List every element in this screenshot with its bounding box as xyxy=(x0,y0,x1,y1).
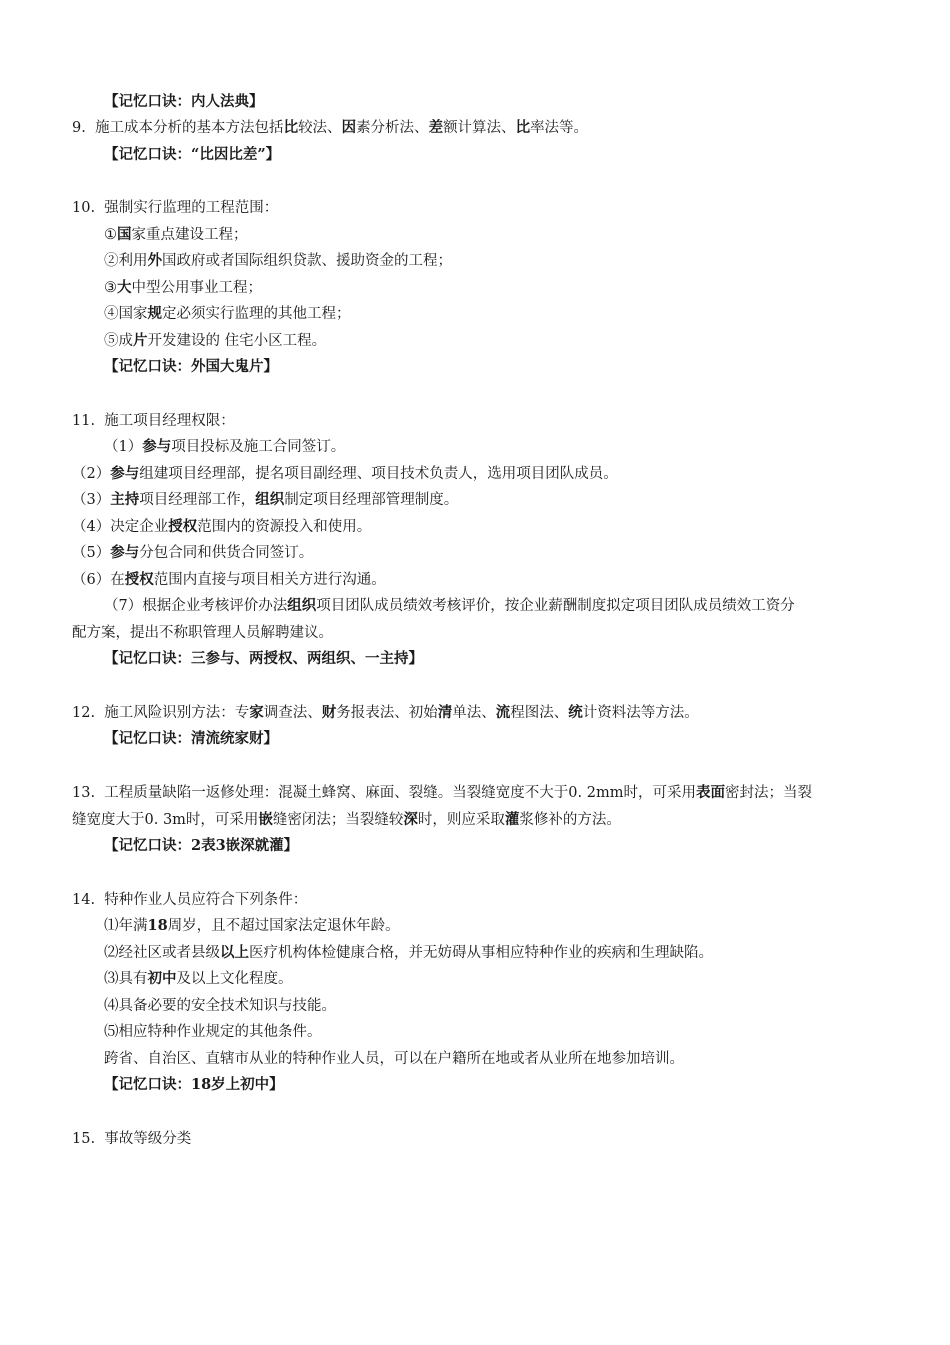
item-10-title: 10. 强制实行监理的工程范围： xyxy=(72,200,279,216)
list-item: ②利用外国政府或者国际组织贷款、援助资金的工程； xyxy=(104,252,452,269)
memo-line: 【记忆口诀：18岁上初中】 xyxy=(104,1076,284,1093)
memo-line: 【记忆口诀：三参与、两授权、两组织、一主持】 xyxy=(104,650,423,667)
list-item: ⑸相应特种作业规定的其他条件。 xyxy=(104,1024,322,1040)
memo-line: 【记忆口诀：清流统家财】 xyxy=(104,730,278,747)
list-item: （1）参与项目投标及施工合同签订。 xyxy=(104,438,346,455)
list-item: ④国家规定必须实行监理的其他工程； xyxy=(104,305,351,322)
memo-line: 【记忆口诀：2表3嵌深就灌】 xyxy=(104,837,299,854)
item-13: 13. 工程质量缺陷一返修处理：混凝土蜂窝、麻面、裂缝。当裂缝宽度不大于0. 2mm时，可采用表面密封法；当裂 xyxy=(72,784,812,801)
list-item: （2）参与组建项目经理部，提名项目副经理、项目技术负责人，选用项目团队成员。 xyxy=(72,465,618,482)
list-item-continuation: 配方案，提出不称职管理人员解聘建议。 xyxy=(72,625,333,641)
list-item: （7）根据企业考核评价办法组织项目团队成员绩效考核评价，按企业薪酬制度拟定项目团队成员绩效工资分 xyxy=(104,597,795,614)
item-14-title: 14. 特种作业人员应符合下列条件： xyxy=(72,892,308,908)
item-11-title: 11. 施工项目经理权限： xyxy=(72,413,235,429)
memo-line: 【记忆口诀：“比因比差”】 xyxy=(104,146,281,163)
list-item: ⑤成片开发建设的 住宅小区工程。 xyxy=(104,332,327,349)
list-item: ⑵经社区或者县级以上医疗机构体检健康合格，并无妨碍从事相应特种作业的疾病和生理缺陷。 xyxy=(104,944,713,961)
item-number: 15. xyxy=(72,1131,96,1147)
list-item: ③大中型公用事业工程； xyxy=(104,279,262,296)
list-item: ⑴年满18周岁，且不超过国家法定退休年龄。 xyxy=(104,917,400,934)
list-item: （5）参与分包合同和供货合同签订。 xyxy=(72,544,314,561)
item-number: 11. xyxy=(72,413,96,429)
item-12: 12. 施工风险识别方法：专家调查法、财务报表法、初始清单法、流程图法、统计资料法等方法。 xyxy=(72,704,699,721)
item-9: 9. 施工成本分析的基本方法包括比较法、因素分析法、差额计算法、比率法等。 xyxy=(72,119,589,136)
item-number: 10. xyxy=(72,200,96,216)
note-line: 跨省、自治区、直辖市从业的特种作业人员，可以在户籍所在地或者从业所在地参加培训。 xyxy=(104,1051,684,1067)
list-item: （3）主持项目经理部工作，组织制定项目经理部管理制度。 xyxy=(72,491,459,508)
item-number: 9. xyxy=(72,120,86,136)
memo-line: 【记忆口诀：内人法典】 xyxy=(104,93,264,110)
item-number: 13. xyxy=(72,785,96,801)
list-item: ⑶具有初中及以上文化程度。 xyxy=(104,970,293,987)
item-15-title: 15. 事故等级分类 xyxy=(72,1131,192,1147)
item-number: 14. xyxy=(72,892,96,908)
item-13-continuation: 缝宽度大于0. 3m时，可采用嵌缝密闭法；当裂缝较深时，则应采取灌浆修补的方法。 xyxy=(72,811,621,828)
list-item: ①国家重点建设工程； xyxy=(104,226,248,243)
memo-line: 【记忆口诀：外国大鬼片】 xyxy=(104,358,278,375)
list-item: ⑷具备必要的安全技术知识与技能。 xyxy=(104,998,336,1014)
list-item: （4）决定企业授权范围内的资源投入和使用。 xyxy=(72,518,372,535)
list-item: （6）在授权范围内直接与项目相关方进行沟通。 xyxy=(72,571,386,588)
item-number: 12. xyxy=(72,705,96,721)
